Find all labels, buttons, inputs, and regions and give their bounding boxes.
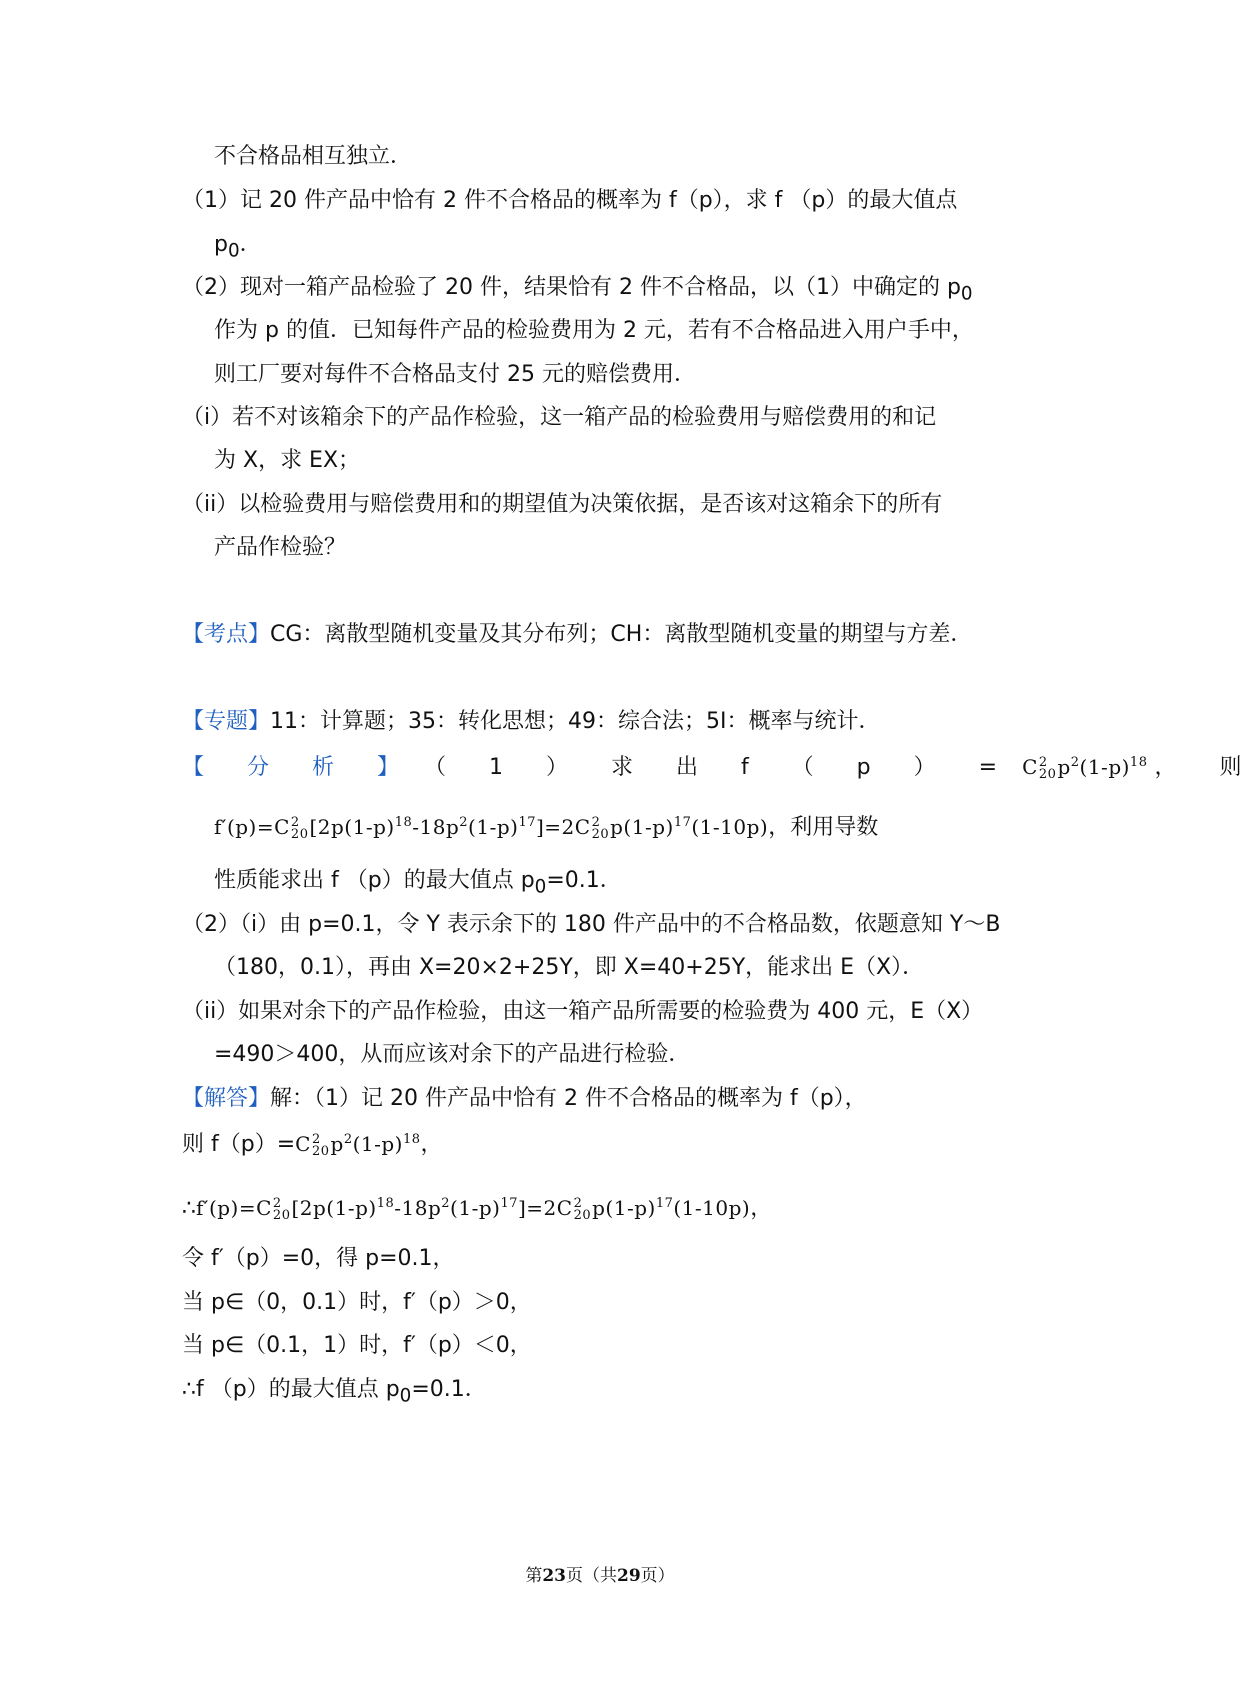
fenxi-line-6: （ii）如果对余下的产品作检验，由这一箱产品所需要的检验费为 400 元，E（X）	[182, 999, 984, 1024]
formula-derivative: f′(p)=C 2 20 $[2p(1-p)^{18}-18p^2(1-p)^{17}]=2C$ 2 20 $p(1-p)^{17}(1-10p)$	[214, 814, 769, 842]
question-2: （2）现对一箱产品检验了 20 件，结果恰有 2 件不合格品，以（1）中确定的 $p_0$	[182, 275, 973, 305]
zhuanti-line: 【专题】11：计算题；35：转化思想；49：综合法；5I：概率与统计．	[182, 709, 881, 734]
fenxi-line-2: f′(p)=C 2 20 $[2p(1-p)^{18}-18p^2(1-p)^{17}]=2C$ 2 20 $p(1-p)^{17}(1-10p)$，利用导数	[214, 814, 879, 842]
page-number: 23	[542, 1566, 566, 1586]
zhuanti-tag: 【专题】	[182, 709, 271, 734]
jieda-line-3: ∴f′(p)=C 2 20 $[2p(1-p)^{18}-18p^2(1-p)^{17}]=2C$ 2 20 $p(1-p)^{17}(1-10p)$，	[182, 1195, 773, 1223]
question-2-ii-cont: 产品作检验？	[214, 535, 347, 560]
jieda-line-1: 【解答】解：（1）记 20 件产品中恰有 2 件不合格品的概率为 f（p），	[182, 1086, 867, 1111]
problem-line-1: 不合格品相互独立．	[214, 144, 413, 169]
fenxi-line-5: （180，0.1），再由 X=20×2+25Y，即 X=40+25Y，能求出 E（X）．	[214, 955, 925, 980]
fenxi-line-1: 【 分 析 】 （ 1 ） 求 出 f （ p ） = C 2 20 $p^2(1-p)^{18}$ ， 则	[182, 754, 1259, 782]
jieda-line-2: 则 f（p）=C 2 20 $p^2(1-p)^{18}$，	[182, 1131, 443, 1159]
fenxi-line-4: （2）（i）由 p=0.1，令 Y 表示余下的 180 件产品中的不合格品数，依题意知 Y～B	[182, 912, 1001, 937]
jieda-line-5: 当 p∈（0，0.1）时，f′（p）＞0，	[182, 1290, 532, 1315]
kaodian-tag: 【考点】	[182, 622, 271, 647]
question-2-cont-2: 则工厂要对每件不合格品支付 25 元的赔偿费用．	[214, 362, 696, 387]
question-2-ii: （ii）以检验费用与赔偿费用和的期望值为决策依据，是否该对这箱余下的所有	[182, 492, 943, 517]
question-2-i: （i）若不对该箱余下的产品作检验，这一箱产品的检验费用与赔偿费用的和记	[182, 405, 937, 430]
page-footer: 第23页（共29页）	[525, 1566, 675, 1586]
jieda-line-6: 当 p∈（0.1，1）时，f′（p）＜0，	[182, 1333, 532, 1358]
jieda-line-7: ∴f （p）的最大值点 $p_0=0.1$．	[182, 1377, 487, 1407]
page-total: 29	[617, 1566, 641, 1586]
fenxi-line-7: =490＞400，从而应该对余下的产品进行检验．	[214, 1042, 691, 1067]
jieda-line-4: 令 f′（p）=0，得 p=0.1，	[182, 1246, 455, 1271]
question-1-cont: $p_0$．	[214, 232, 262, 262]
question-2-i-cont: 为 X，求 EX；	[214, 448, 361, 473]
question-1: （1）记 20 件产品中恰有 2 件不合格品的概率为 f（p），求 f （p）的最大值点	[182, 188, 958, 213]
fenxi-line-3: 性质能求出 f （p）的最大值点 $p_0=0.1$．	[214, 868, 622, 898]
question-2-cont-1: 作为 p 的值．已知每件产品的检验费用为 2 元，若有不合格品进入用户手中，	[214, 318, 974, 343]
fenxi-tag: 【 分 析 】	[182, 755, 417, 780]
jieda-tag: 【解答】	[182, 1086, 271, 1111]
formula-fp: C 2 20 $p^2(1-p)^{18}$	[1022, 754, 1148, 782]
kaodian-line: 【考点】CG：离散型随机变量及其分布列；CH：离散型随机变量的期望与方差．	[182, 622, 973, 647]
formula-fp-2: C 2 20 $p^2(1-p)^{18}$	[295, 1131, 421, 1159]
formula-derivative-2: f′(p)=C 2 20 $[2p(1-p)^{18}-18p^2(1-p)^{17}]=2C$ 2 20 $p(1-p)^{17}(1-10p)$	[196, 1195, 751, 1223]
